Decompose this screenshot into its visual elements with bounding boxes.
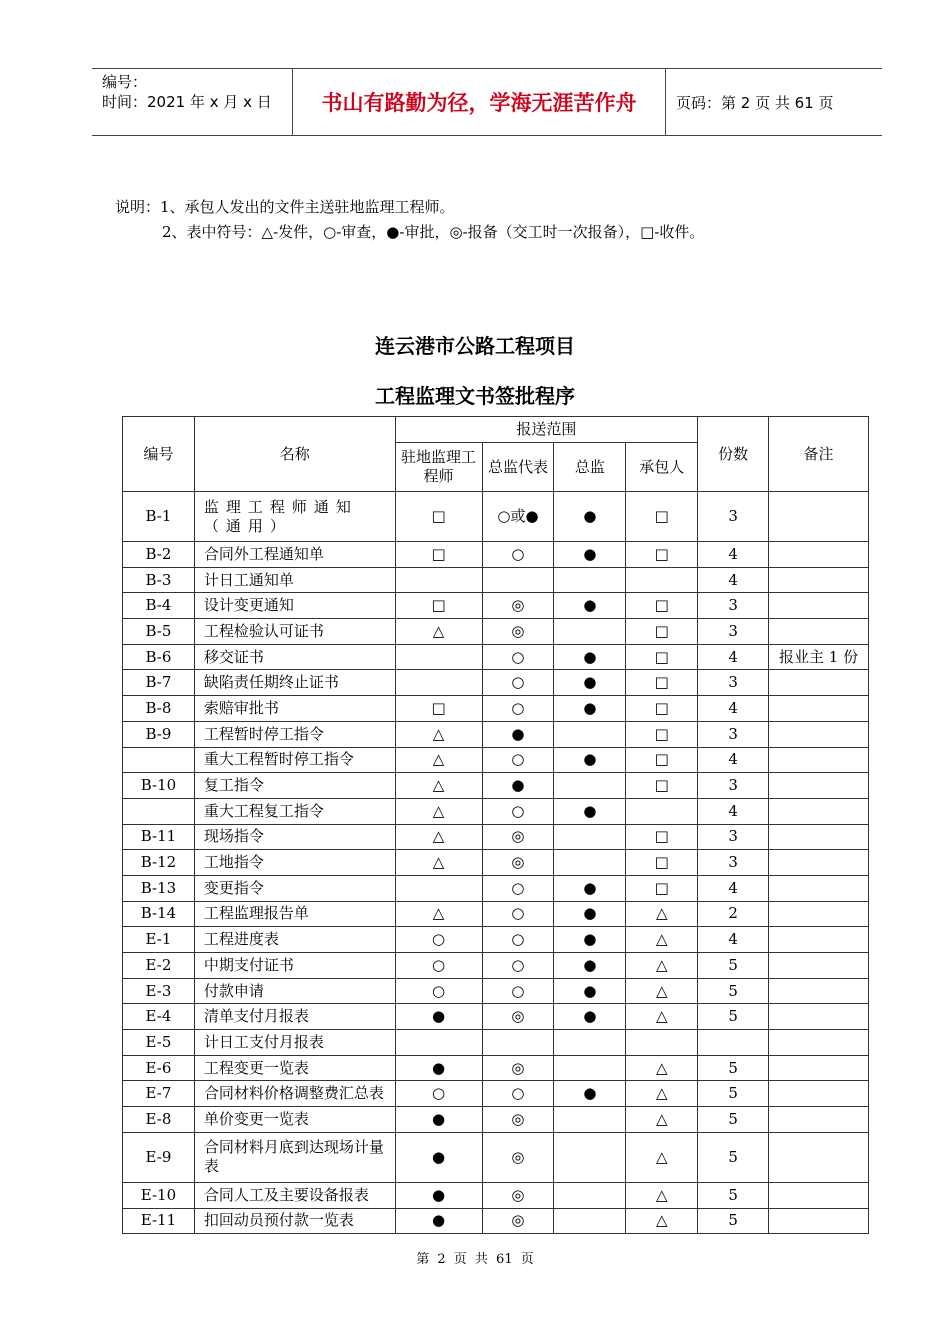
table-row [123, 901, 869, 927]
cell-no: B-12 [123, 850, 195, 876]
cell-name: 移交证书 [194, 644, 395, 670]
cell-d: △ [626, 901, 698, 927]
cell-copies [698, 1030, 769, 1056]
cell-remark [769, 1208, 869, 1234]
header-name: 名称 [194, 417, 395, 492]
cell-c: ● [554, 798, 626, 824]
cell-name: 单价变更一览表 [194, 1107, 395, 1133]
cell-b: ○ [482, 875, 554, 901]
cell-name: 工程进度表 [194, 927, 395, 953]
cell-a: △ [395, 773, 482, 799]
cell-no: E-2 [123, 953, 195, 979]
header-remarks: 备注 [769, 417, 869, 492]
cell-a: ● [395, 1107, 482, 1133]
table-row [123, 542, 869, 568]
cell-name: 工地指令 [194, 850, 395, 876]
table-row [123, 1055, 869, 1081]
cell-name: 清单支付月报表 [194, 1004, 395, 1030]
cell-remark [769, 1132, 869, 1182]
cell-c: ● [554, 927, 626, 953]
cell-no: B-1 [123, 492, 195, 542]
cell-b [482, 567, 554, 593]
cell-c: ● [554, 670, 626, 696]
cell-copies: 2 [698, 901, 769, 927]
cell-c: ● [554, 1004, 626, 1030]
cell-remark [769, 1004, 869, 1030]
cell-d: □ [626, 670, 698, 696]
table-row [123, 1081, 869, 1107]
cell-d: □ [626, 542, 698, 568]
cell-name: 复工指令 [194, 773, 395, 799]
table-row [123, 953, 869, 979]
cell-no: B-14 [123, 901, 195, 927]
cell-a: △ [395, 619, 482, 645]
cell-a: □ [395, 696, 482, 722]
cell-name: 变更指令 [194, 875, 395, 901]
cell-c: ● [554, 875, 626, 901]
cell-a: △ [395, 721, 482, 747]
cell-c: ● [554, 978, 626, 1004]
cell-b: ◎ [482, 1055, 554, 1081]
table-row [123, 978, 869, 1004]
cell-name: 设计变更通知 [194, 593, 395, 619]
cell-copies: 4 [698, 875, 769, 901]
header-no: 编号 [123, 417, 195, 492]
cell-d: □ [626, 747, 698, 773]
cell-b: ◎ [482, 593, 554, 619]
cell-c [554, 824, 626, 850]
cell-name: 现场指令 [194, 824, 395, 850]
cell-copies: 4 [698, 542, 769, 568]
cell-name: 扣回动员预付款一览表 [194, 1208, 395, 1234]
cell-copies: 3 [698, 721, 769, 747]
cell-b [482, 1030, 554, 1056]
table-row [123, 1030, 869, 1056]
header-motto: 书山有路勤为径，学海无涯苦作舟 [293, 69, 666, 135]
cell-c: ● [554, 747, 626, 773]
table-row [123, 773, 869, 799]
cell-no: E-11 [123, 1208, 195, 1234]
cell-copies: 3 [698, 593, 769, 619]
cell-remark [769, 773, 869, 799]
header-page-number: 页码：第 2 页 共 61 页 [676, 93, 834, 112]
cell-name: 索赔审批书 [194, 696, 395, 722]
cell-c [554, 619, 626, 645]
cell-name: 合同材料价格调整费汇总表 [194, 1081, 395, 1107]
note-line-1: 说明：1、承包人发出的文件主送驻地监理工程师。 [115, 198, 455, 216]
cell-copies: 5 [698, 1208, 769, 1234]
cell-d: □ [626, 773, 698, 799]
cell-b: ○ [482, 953, 554, 979]
cell-a: ● [395, 1132, 482, 1182]
cell-copies: 4 [698, 927, 769, 953]
cell-d: △ [626, 953, 698, 979]
header-chief: 总监 [554, 443, 626, 492]
table-row [123, 1107, 869, 1133]
cell-c: ● [554, 1081, 626, 1107]
cell-b: ◎ [482, 1208, 554, 1234]
cell-b: ○或● [482, 492, 554, 542]
cell-remark [769, 1107, 869, 1133]
cell-remark [769, 747, 869, 773]
cell-remark [769, 875, 869, 901]
cell-b: ○ [482, 747, 554, 773]
note-line-2: 2、表中符号：△-发件，○-审查，●-审批，◎-报备（交工时一次报备），□-收件。 [162, 223, 705, 241]
cell-no: E-9 [123, 1132, 195, 1182]
document-title: 连云港市公路工程项目 [375, 334, 575, 358]
cell-name: 监理工程师通知（通用） [194, 492, 395, 542]
cell-no: B-6 [123, 644, 195, 670]
cell-remark [769, 492, 869, 542]
cell-remark [769, 901, 869, 927]
cell-no: E-8 [123, 1107, 195, 1133]
cell-b: ○ [482, 798, 554, 824]
table-row [123, 593, 869, 619]
cell-a: △ [395, 798, 482, 824]
cell-d: □ [626, 696, 698, 722]
cell-copies: 3 [698, 492, 769, 542]
page-footer: 第 2 页 共 61 页 [416, 1252, 534, 1267]
cell-a: △ [395, 901, 482, 927]
cell-name: 付款申请 [194, 978, 395, 1004]
cell-name: 合同外工程通知单 [194, 542, 395, 568]
cell-copies: 5 [698, 1132, 769, 1182]
table-row [123, 1004, 869, 1030]
cell-a: ● [395, 1208, 482, 1234]
cell-remark [769, 953, 869, 979]
cell-b: ○ [482, 927, 554, 953]
cell-d: □ [626, 824, 698, 850]
cell-a: ● [395, 1004, 482, 1030]
cell-d: △ [626, 1132, 698, 1182]
cell-remark [769, 1081, 869, 1107]
table-row [123, 619, 869, 645]
cell-c [554, 1030, 626, 1056]
table-body [123, 492, 869, 1234]
cell-d [626, 567, 698, 593]
approval-procedure-table [122, 416, 869, 1234]
table-row [123, 927, 869, 953]
cell-no: B-8 [123, 696, 195, 722]
cell-remark [769, 721, 869, 747]
cell-b: ○ [482, 542, 554, 568]
table-row [123, 1182, 869, 1208]
cell-copies: 5 [698, 1055, 769, 1081]
cell-a: ○ [395, 1081, 482, 1107]
cell-no: B-11 [123, 824, 195, 850]
cell-no: E-10 [123, 1182, 195, 1208]
cell-c: ● [554, 542, 626, 568]
cell-a [395, 1030, 482, 1056]
cell-d: △ [626, 1182, 698, 1208]
cell-no: B-9 [123, 721, 195, 747]
cell-name: 中期支付证书 [194, 953, 395, 979]
cell-remark [769, 978, 869, 1004]
cell-copies: 3 [698, 773, 769, 799]
cell-copies: 5 [698, 1081, 769, 1107]
header-chief-deputy: 总监代表 [482, 443, 554, 492]
cell-c [554, 721, 626, 747]
cell-a [395, 567, 482, 593]
cell-a: □ [395, 492, 482, 542]
cell-no: E-7 [123, 1081, 195, 1107]
table-row [123, 567, 869, 593]
cell-copies: 3 [698, 824, 769, 850]
cell-no: E-1 [123, 927, 195, 953]
cell-copies: 4 [698, 747, 769, 773]
header-copies: 份数 [698, 417, 769, 492]
cell-a: △ [395, 824, 482, 850]
cell-a: ● [395, 1182, 482, 1208]
cell-c: ● [554, 492, 626, 542]
cell-b: ◎ [482, 619, 554, 645]
table-row [123, 1132, 869, 1182]
cell-b: ◎ [482, 1182, 554, 1208]
cell-copies: 4 [698, 696, 769, 722]
cell-copies: 3 [698, 619, 769, 645]
cell-name: 工程变更一览表 [194, 1055, 395, 1081]
document-subtitle: 工程监理文书签批程序 [375, 384, 575, 408]
cell-copies: 3 [698, 670, 769, 696]
header-meta [92, 69, 293, 135]
cell-name: 缺陷责任期终止证书 [194, 670, 395, 696]
cell-c: ● [554, 644, 626, 670]
cell-c: ● [554, 901, 626, 927]
cell-remark [769, 567, 869, 593]
cell-b: ○ [482, 670, 554, 696]
cell-a: ○ [395, 927, 482, 953]
cell-b: ◎ [482, 824, 554, 850]
cell-d: □ [626, 593, 698, 619]
cell-remark [769, 542, 869, 568]
cell-remark [769, 824, 869, 850]
cell-remark [769, 1182, 869, 1208]
cell-no: B-10 [123, 773, 195, 799]
cell-a: □ [395, 542, 482, 568]
cell-d [626, 1030, 698, 1056]
cell-remark: 报业主 1 份 [769, 644, 869, 670]
cell-c [554, 1182, 626, 1208]
cell-name: 重大工程暂时停工指令 [194, 747, 395, 773]
table-row [123, 798, 869, 824]
table-row [123, 721, 869, 747]
table-row [123, 850, 869, 876]
cell-a [395, 875, 482, 901]
table-row [123, 747, 869, 773]
cell-b: ◎ [482, 1004, 554, 1030]
cell-c [554, 567, 626, 593]
cell-b: ○ [482, 1081, 554, 1107]
cell-d: □ [626, 721, 698, 747]
cell-d: □ [626, 619, 698, 645]
cell-c [554, 1208, 626, 1234]
serial-label: 编号： [102, 73, 148, 91]
table-row [123, 696, 869, 722]
cell-copies: 4 [698, 798, 769, 824]
cell-c [554, 773, 626, 799]
cell-remark [769, 927, 869, 953]
cell-d: △ [626, 1004, 698, 1030]
table-row [123, 644, 869, 670]
cell-copies: 4 [698, 644, 769, 670]
cell-d: □ [626, 644, 698, 670]
cell-a: ○ [395, 978, 482, 1004]
cell-c [554, 1107, 626, 1133]
cell-copies: 5 [698, 978, 769, 1004]
cell-c [554, 1055, 626, 1081]
cell-name: 合同材料月底到达现场计量表 [194, 1132, 395, 1182]
time-text: 时间：2021 年 x 月 x 日 [102, 93, 272, 111]
cell-copies: 4 [698, 567, 769, 593]
cell-remark [769, 850, 869, 876]
header-resident-engineer: 驻地监理工程师 [395, 443, 482, 492]
cell-remark [769, 798, 869, 824]
cell-d: △ [626, 1055, 698, 1081]
cell-copies: 5 [698, 1004, 769, 1030]
cell-name: 合同人工及主要设备报表 [194, 1182, 395, 1208]
cell-b: ○ [482, 696, 554, 722]
cell-no: B-13 [123, 875, 195, 901]
cell-d: △ [626, 1208, 698, 1234]
cell-no: B-3 [123, 567, 195, 593]
cell-b: ◎ [482, 1107, 554, 1133]
table-row [123, 492, 869, 542]
cell-d [626, 798, 698, 824]
cell-name: 重大工程复工指令 [194, 798, 395, 824]
cell-no: B-5 [123, 619, 195, 645]
cell-c [554, 1132, 626, 1182]
cell-d: △ [626, 927, 698, 953]
cell-d: △ [626, 1107, 698, 1133]
cell-a: △ [395, 747, 482, 773]
header-contractor: 承包人 [626, 443, 698, 492]
cell-name: 工程监理报告单 [194, 901, 395, 927]
table-row [123, 875, 869, 901]
cell-b: ◎ [482, 1132, 554, 1182]
cell-name: 计日工支付月报表 [194, 1030, 395, 1056]
cell-a [395, 670, 482, 696]
cell-copies: 5 [698, 953, 769, 979]
page-header [92, 68, 882, 136]
table-row [123, 1208, 869, 1234]
cell-copies: 5 [698, 1182, 769, 1208]
cell-no: E-3 [123, 978, 195, 1004]
cell-b: ○ [482, 978, 554, 1004]
cell-d: △ [626, 1081, 698, 1107]
cell-c: ● [554, 593, 626, 619]
cell-remark [769, 1055, 869, 1081]
cell-no: E-5 [123, 1030, 195, 1056]
cell-c: ● [554, 696, 626, 722]
cell-a [395, 644, 482, 670]
cell-no: B-2 [123, 542, 195, 568]
header-scope: 报送范围 [395, 417, 698, 443]
cell-d: △ [626, 978, 698, 1004]
cell-copies: 3 [698, 850, 769, 876]
cell-a: △ [395, 850, 482, 876]
cell-c [554, 850, 626, 876]
cell-d: □ [626, 850, 698, 876]
cell-b: ◎ [482, 850, 554, 876]
cell-remark [769, 593, 869, 619]
cell-remark [769, 696, 869, 722]
cell-b: ○ [482, 644, 554, 670]
cell-remark [769, 1030, 869, 1056]
cell-no [123, 798, 195, 824]
table-row [123, 824, 869, 850]
cell-no [123, 747, 195, 773]
cell-copies: 5 [698, 1107, 769, 1133]
cell-d: □ [626, 875, 698, 901]
cell-name: 工程暂时停工指令 [194, 721, 395, 747]
cell-remark [769, 670, 869, 696]
cell-d: □ [626, 492, 698, 542]
cell-remark [769, 619, 869, 645]
cell-no: E-4 [123, 1004, 195, 1030]
cell-no: E-6 [123, 1055, 195, 1081]
table-row [123, 670, 869, 696]
cell-b: ○ [482, 901, 554, 927]
cell-a: ○ [395, 953, 482, 979]
cell-b: ● [482, 721, 554, 747]
cell-no: B-4 [123, 593, 195, 619]
cell-no: B-7 [123, 670, 195, 696]
cell-c: ● [554, 953, 626, 979]
cell-a: ● [395, 1055, 482, 1081]
cell-name: 计日工通知单 [194, 567, 395, 593]
cell-name: 工程检验认可证书 [194, 619, 395, 645]
cell-a: □ [395, 593, 482, 619]
cell-b: ● [482, 773, 554, 799]
